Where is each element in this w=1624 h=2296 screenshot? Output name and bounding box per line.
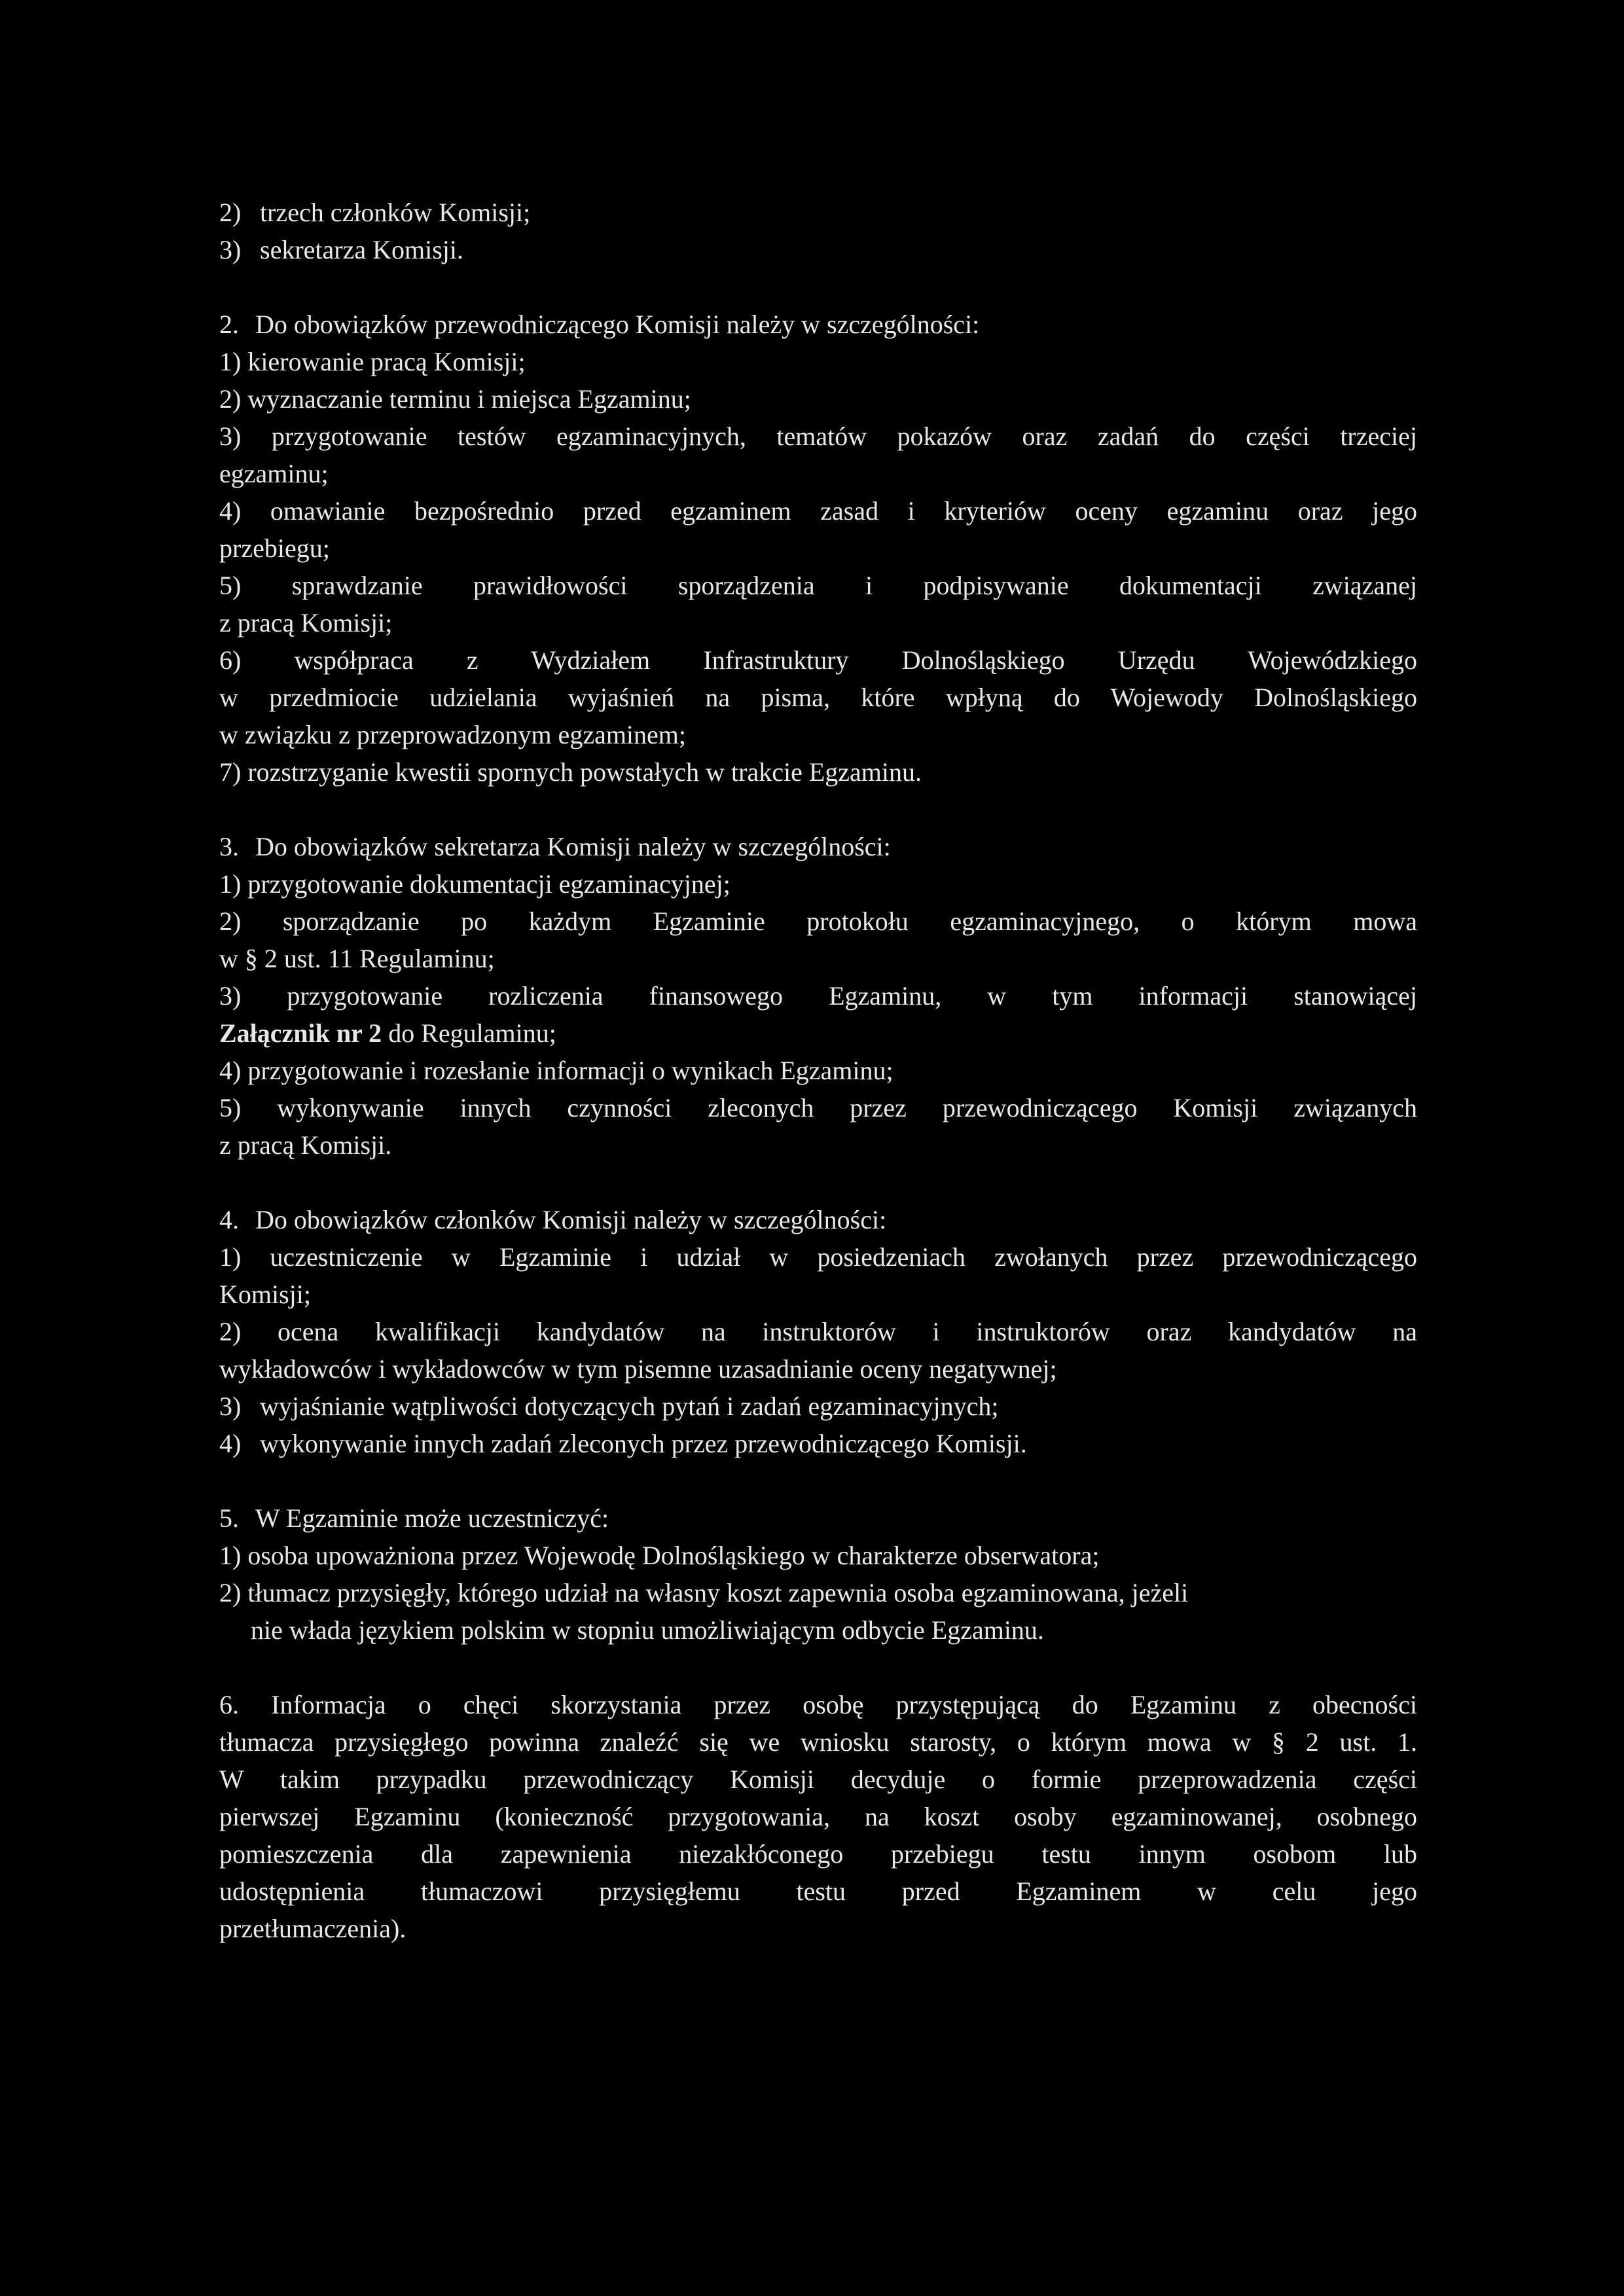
item-number: 3) — [219, 235, 242, 264]
list-item: 3) przygotowanie testów egzaminacyjnych, tematów pokazów oraz zadań do części trzeciej — [219, 422, 1417, 451]
section-heading-text: Do obowiązków członków Komisji należy w szczególności: — [255, 1205, 887, 1234]
paragraph-line: W takim przypadku przewodniczący Komisji decyduje o formie przeprowadzenia części — [219, 1765, 1417, 1794]
section-heading — [219, 828, 1417, 865]
paragraph-line: tłumacza przysięgłego powinna znaleźć się we wniosku starosty, o którym mowa w § 2 ust. 1. — [219, 1727, 1417, 1757]
list-item: 4) przygotowanie i rozesłanie informacji o wynikach Egzaminu; — [219, 1056, 893, 1085]
list-item: 5) sprawdzanie prawidłowości sporządzenia i podpisywanie dokumentacji związanej — [219, 571, 1417, 600]
list-item-continuation: w § 2 ust. 11 Regulaminu; — [219, 944, 495, 973]
list-item-continuation: nie włada językiem polskim w stopniu umożliwiającym odbycie Egzaminu. — [251, 1615, 1044, 1645]
section-number: 4. — [219, 1205, 239, 1234]
item-text: trzech członków Komisji; — [260, 198, 531, 227]
item-number: 4) — [219, 1429, 242, 1458]
section-heading-text: Do obowiązków sekretarza Komisji należy w szczególności: — [255, 832, 891, 861]
list-item-continuation: przebiegu; — [219, 533, 330, 563]
list-item: 3) przygotowanie rozliczenia finansowego Egzaminu, w tym informacji stanowiącej — [219, 981, 1417, 1011]
item-number: 3) — [219, 1391, 242, 1421]
list-item — [219, 1388, 1417, 1425]
list-item: 1) przygotowanie dokumentacji egzaminacyjnej; — [219, 869, 731, 899]
section-number: 2. — [219, 310, 239, 339]
paragraph-line: pierwszej Egzaminu (konieczność przygotowania, na koszt osoby egzaminowanej, osobnego — [219, 1802, 1417, 1831]
list-item-continuation: z pracą Komisji; — [219, 608, 393, 637]
list-item: 6) współpraca z Wydziałem Infrastruktury Dolnośląskiego Urzędu Wojewódzkiego — [219, 645, 1417, 675]
section-heading — [219, 306, 1417, 343]
list-item-continuation: w związku z przeprowadzonym egzaminem; — [219, 720, 687, 749]
list-item: 1) uczestniczenie w Egzaminie i udział w posiedzeniach zwołanych przez przewodniczącego — [219, 1242, 1417, 1272]
paragraph-line: udostępnienia tłumaczowi przysięgłemu testu przed Egzaminem w celu jego — [219, 1876, 1417, 1906]
list-item-continuation: wykładowców i wykładowców w tym pisemne uzasadnianie oceny negatywnej; — [219, 1354, 1057, 1384]
paragraph-line: pomieszczenia dla zapewnienia niezakłóconego przebiegu testu innym osobom lub — [219, 1839, 1417, 1869]
list-item — [219, 194, 1417, 231]
list-item-continuation: Komisji; — [219, 1280, 312, 1309]
list-item: 2) ocena kwalifikacji kandydatów na instruktorów i instruktorów oraz kandydatów na — [219, 1317, 1417, 1346]
section-number: 3. — [219, 832, 239, 861]
list-item: 7) rozstrzyganie kwestii spornych powstałych w trakcie Egzaminu. — [219, 757, 922, 787]
list-item: 1) osoba upoważniona przez Wojewodę Dolnośląskiego w charakterze obserwatora; — [219, 1541, 1100, 1570]
list-item: 4) omawianie bezpośrednio przed egzaminem zasad i kryteriów oceny egzaminu oraz jego — [219, 496, 1417, 526]
item-text: wyjaśnianie wątpliwości dotyczących pytań i zadań egzaminacyjnych; — [260, 1391, 999, 1421]
item-text: do Regulaminu; — [382, 1018, 556, 1048]
list-item: 1) kierowanie pracą Komisji; — [219, 347, 526, 376]
attachment-reference: Załącznik nr 2 — [219, 1018, 382, 1048]
list-item-continuation: egzaminu; — [219, 459, 329, 488]
list-item-continuation: z pracą Komisji. — [219, 1130, 392, 1160]
item-text: sekretarza Komisji. — [260, 235, 463, 264]
section-heading — [219, 1499, 1417, 1537]
list-item-continuation — [219, 1014, 1417, 1052]
paragraph-line: przetłumaczenia). — [219, 1914, 406, 1943]
list-item — [219, 231, 1417, 268]
paragraph-line: 6. Informacja o chęci skorzystania przez osobę przystępującą do Egzaminu z obecności — [219, 1690, 1417, 1719]
section-heading-text: Do obowiązków przewodniczącego Komisji należy w szczególności: — [255, 310, 980, 339]
list-item: 5) wykonywanie innych czynności zleconych przez przewodniczącego Komisji związanych — [219, 1093, 1417, 1122]
section-heading — [219, 1201, 1417, 1238]
document-page — [219, 194, 1417, 1947]
item-number: 2) — [219, 198, 242, 227]
list-item: 2) sporządzanie po każdym Egzaminie protokołu egzaminacyjnego, o którym mowa — [219, 906, 1417, 936]
list-item: 2) wyznaczanie terminu i miejsca Egzaminu; — [219, 384, 691, 414]
item-text: wykonywanie innych zadań zleconych przez przewodniczącego Komisji. — [260, 1429, 1027, 1458]
section-heading-text: W Egzaminie może uczestniczyć: — [255, 1503, 609, 1533]
list-item: 2) tłumacz przysięgły, którego udział na własny koszt zapewnia osoba egzaminowana, jeżeli — [219, 1578, 1189, 1607]
section-number: 5. — [219, 1503, 239, 1533]
list-item-continuation: w przedmiocie udzielania wyjaśnień na pisma, które wpłyną do Wojewody Dolnośląskiego — [219, 683, 1417, 712]
list-item — [219, 1425, 1417, 1462]
